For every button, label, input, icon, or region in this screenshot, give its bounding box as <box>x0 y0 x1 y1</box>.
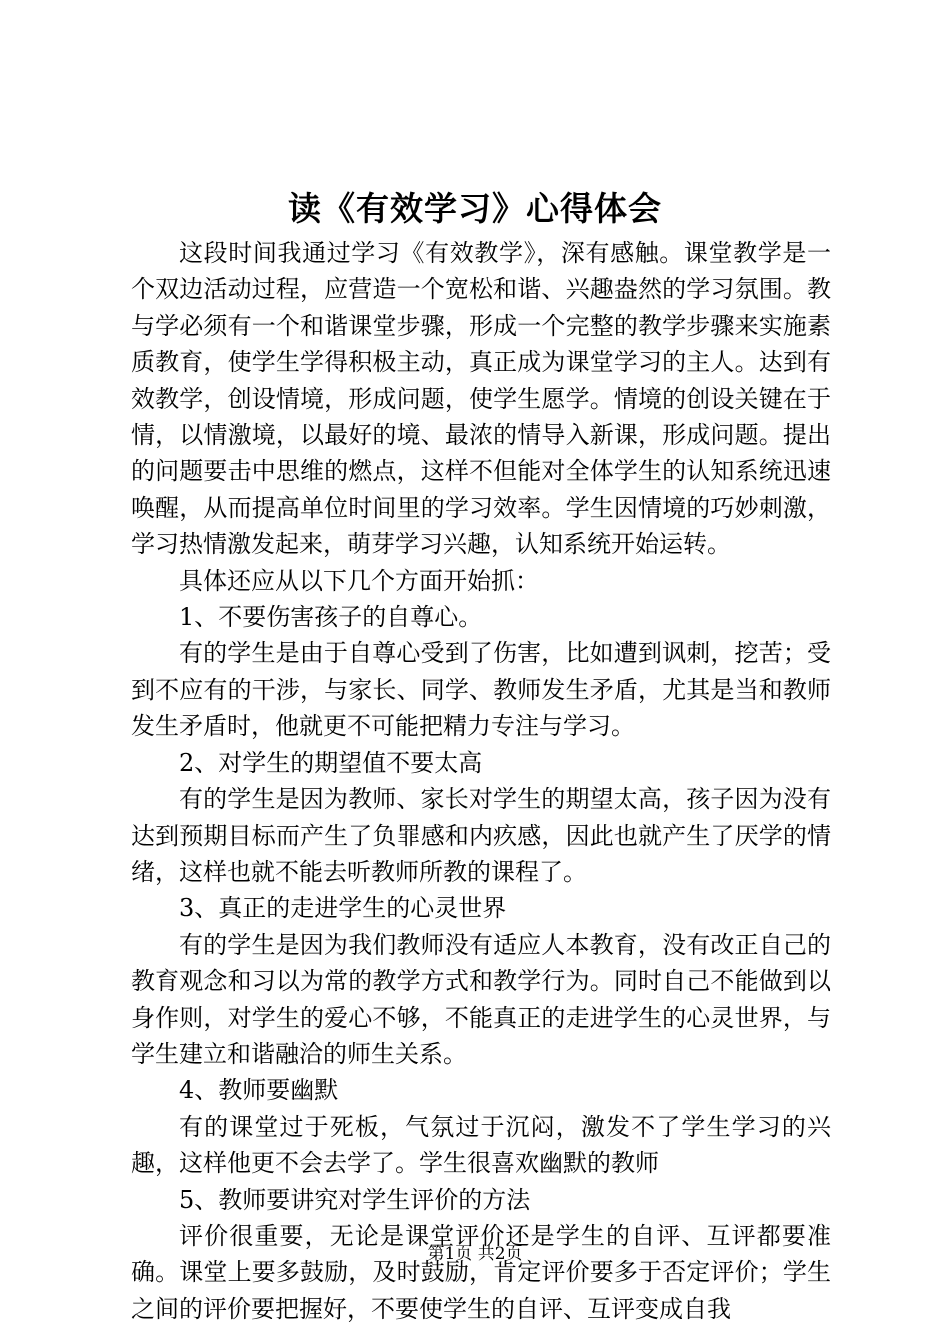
paragraph-intro: 这段时间我通过学习《有效教学》，深有感触。课堂教学是一个双边活动过程，应营造一个宽松和谐、兴趣盎然的学习氛围。教与学必须有一个和谐课堂步骤，形成一个完整的教学步骤来实施素质教育，使学生学得积极主动，真正成为课堂学习的主人。达到有效教学，创设情境，形成问题，使学生愿学。情境的创设关键在于情，以情激境，以最好的境、最浓的情导入新课，形成问题。提出的问题要击中思维的燃点，这样不但能对全体学生的认知系统迅速唤醒，从而提高单位时间里的学习效率。学生因情境的巧妙刺激，学习热情激发起来，萌芽学习兴趣，认知系统开始运转。 <box>131 239 831 559</box>
heading-point-1: 1、不要伤害孩子的自尊心。 <box>179 603 483 632</box>
paragraph-point-2: 有的学生是因为教师、家长对学生的期望太高，孩子因为没有达到预期目标而产生了负罪感和内疚感，因此也就产生了厌学的情绪，这样也就不能去听教师所教的课程了。 <box>131 785 831 886</box>
paragraph-lead-in: 具体还应从以下几个方面开始抓： <box>179 566 539 595</box>
heading-point-2: 2、对学生的期望值不要太高 <box>179 748 483 777</box>
paragraph-point-1: 有的学生是由于自尊心受到了伤害，比如遭到讽刺，挖苦；受到不应有的干涉，与家长、同学、教师发生矛盾，尤其是当和教师发生矛盾时，他就更不可能把精力专注与学习。 <box>131 639 831 741</box>
document-title: 读《有效学习》心得体会 <box>288 189 662 228</box>
paragraph-point-4: 有的课堂过于死板，气氛过于沉闷，激发不了学生学习的兴趣，这样他更不会去学了。学生很喜欢幽默的教师 <box>131 1112 831 1178</box>
heading-point-4: 4、教师要幽默 <box>179 1076 339 1105</box>
paragraph-point-3: 有的学生是因为我们教师没有适应人本教育，没有改正自己的教育观念和习以为常的教学方式和教学行为。同时自己不能做到以身作则，对学生的爱心不够，不能真正的走进学生的心灵世界，与学生建立和谐融洽的师生关系。 <box>131 930 831 1068</box>
page-number-footer: 第1页 共2页 <box>427 1244 523 1264</box>
document-body <box>131 235 831 1327</box>
heading-point-3: 3、真正的走进学生的心灵世界 <box>179 894 507 923</box>
paragraph-point-5: 评价很重要，无论是课堂评价还是学生的自评、互评都要准确。课堂上要多鼓励，及时鼓励，肯定评价要多于否定评价；学生之间的评价要把握好，不要使学生的自评、互评变成自我 <box>131 1221 831 1323</box>
heading-point-5: 5、教师要讲究对学生评价的方法 <box>179 1185 531 1214</box>
